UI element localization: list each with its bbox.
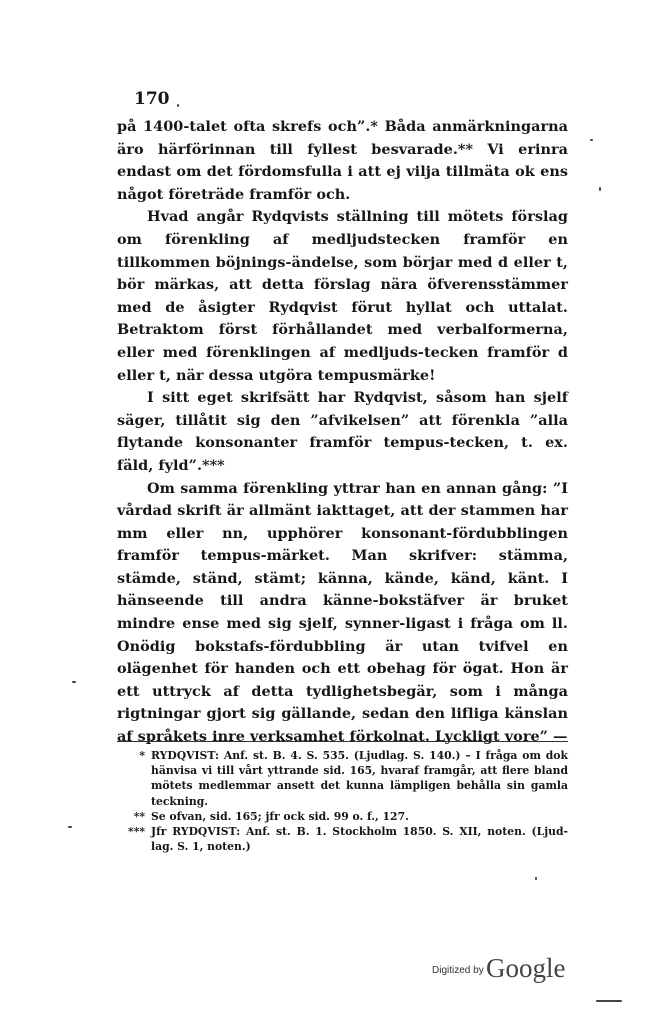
digitized-by-label: Digitized by xyxy=(432,965,484,976)
footnote xyxy=(117,748,568,809)
footnote xyxy=(117,824,568,854)
google-logo: Google xyxy=(486,953,566,983)
scan-speck xyxy=(590,139,593,141)
footnote-text: RYDQVIST: Anf. st. B. 4. S. 535. (Ljudlag. S. 140.) – I fråga om dok hänvisa vi till vårt yttrande sid. 165, hvaraf framgår, att flere bland mötets medlemmar ansett det kunna lämpligen behålla sin gamla teckning. xyxy=(151,749,568,808)
paragraph: I sitt eget skrifsätt har Rydqvist, såsom han sjelf säger, tillåtit sig den ”afvikelsen” att förenkla ”alla flytande konsonanter framför tempus-tecken, t. ex. fäld, fyld”.*** xyxy=(117,389,568,474)
footnote-text: Jfr RYDQVIST: Anf. st. B. 1. Stockholm 1850. S. XII, noten. (Ljud-lag. S. 1, noten.) xyxy=(151,825,568,854)
paragraph: Om samma förenkling yttrar han en annan gång: ”I vårdad skrift är allmänt iakttaget, att der stammen har mm eller nn, upphörer konsonant-fördubblingen framför tempus-märket. Man skrifver: stämma, stämde, ständ, stämt; känna, kände, känd, känt. I hänseende till andra känne-bokstäfver är bruket mindre ense med sig sjelf, synner-ligast i fråga om ll. Onödig bokstafs-fördubbling är utan tvifvel en olägenhet för handen och ett obehag för ögat. Hon är ett uttryck af detta tydlighetsbegär, som i många rigtningar gjort sig gällande, sedan den lifliga känslan af språkets inre verksamhet förkolnat. Lyckligt vore” — xyxy=(117,479,568,746)
footnote-mark: *** xyxy=(128,825,145,839)
footnote-mark: ** xyxy=(133,809,145,823)
scan-speck xyxy=(596,1000,622,1002)
footnote-text: Se ofvan, sid. 165; jfr ock sid. 99 o. f., 127. xyxy=(151,809,409,823)
footnote-divider xyxy=(117,741,568,742)
scan-speck xyxy=(72,681,76,683)
scan-speck xyxy=(599,187,601,191)
footnote-mark: * xyxy=(139,749,145,762)
paragraph: Hvad angår Rydqvists ställning till mötets förslag om förenkling af medljudstecken framför en tillkommen böjnings-ändelse, som börjar med d eller t, bör märkas, att detta förslag nära öfverensstämmer med de åsigter Rydqvist förut hyllat och uttalat. Betraktom först förhållandet med verbalformerna, eller med förenklingen af medljuds-tecken framför d eller t, när dessa utgöra tempusmärke! xyxy=(117,208,568,384)
scan-speck xyxy=(535,877,537,880)
scan-speck xyxy=(68,826,72,828)
page-number: 170 xyxy=(134,89,170,109)
paragraph: på 1400-talet ofta skrefs och”.* Båda anmärkningarna äro härförinnan till fyllest besvarade.** Vi erinra endast om det fördomsfulla i att ej vilja tillmäta ok ens något företräde framför och. xyxy=(117,118,568,203)
body-text xyxy=(117,116,568,749)
footnote xyxy=(117,809,568,824)
footnotes xyxy=(117,748,568,854)
scan-speck xyxy=(177,104,179,107)
